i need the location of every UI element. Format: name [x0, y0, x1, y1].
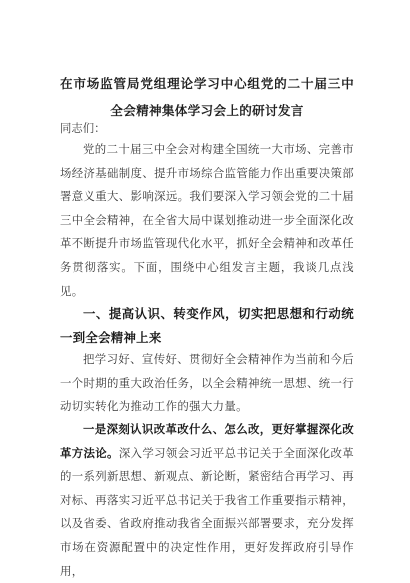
body-paragraph-1: 把学习好、宣传好、贯彻好全会精神作为当前和今后一个时期的重大政治任务，以全会精神统一思想、统一行动切实转化为推动工作的强大力量。	[60, 352, 354, 414]
intro-paragraph: 党的二十届三中全会对构建全国统一大市场、完善市场经济基础制度、提升市场综合监管能力作出重要决策部署意义重大、影响深远。我们要深入学习领会党的二十届三中全会精神，在全省大局中谋划推动进一步全面深化改革不断提升市场监管现代化水平，抓好全会精神和改革任务贯彻落实。下面，围绕中心组发言主题，我谈几点浅见。	[60, 142, 354, 298]
salutation: 同志们：	[60, 121, 106, 135]
point-paragraph-1	[60, 418, 354, 583]
point-lead: 一是深刻认识改革改什么、怎么改，更好掌握深化改革方法论。	[60, 422, 354, 460]
section-heading-1: 一、提高认识、转变作风，切实把思想和行动统一到全会精神上来	[60, 306, 354, 345]
point-body: 深入学习领会习近平总书记关于全面深化改革的一系列新思想、新观点、新论断，紧密结合再学习、再对标、再落实习近平总书记关于我省工作重要指示精神，以及省委、省政府推动我省全面振兴部署要求，充分发挥市场在资源配置中的决定性作用，更好发挥政府引导作用，	[60, 445, 354, 578]
document-title: 在市场监管局党组理论学习中心组党的二十届三中全会精神集体学习会上的研讨发言	[60, 76, 354, 118]
